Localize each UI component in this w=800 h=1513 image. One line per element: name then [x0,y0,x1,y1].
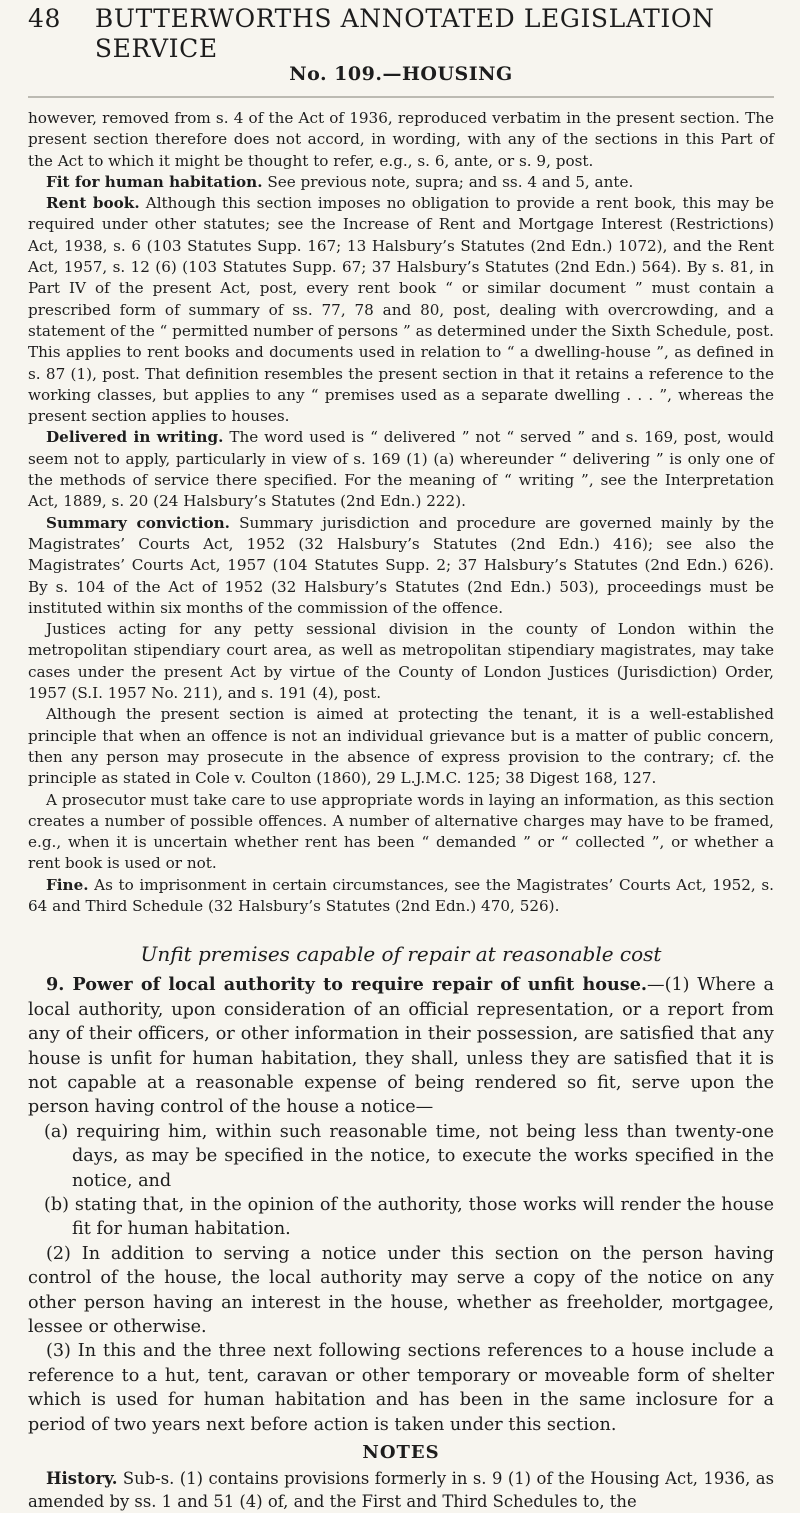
note-heading: Fit for human habitation. [46,172,263,191]
annotations-block [28,108,774,917]
history-note [28,1467,774,1513]
note-rent-book [28,193,774,427]
note-fine [28,875,774,918]
note-heading: Fine. [46,875,89,894]
note-heading: Summary conviction. [46,513,230,532]
history-paragraph [28,1467,774,1513]
note-delivered-writing [28,427,774,512]
section-intro: —(1) Where a local authority, upon consideration of an official representation, or a report from any of their officers, or other information in their possession, are satisfied that any house is unfit for human habitation, they shall, unless they are satisfied that it is not capable at a reasonable expense of being rendered so fit, serve upon the person having control of the house a notice— [28,975,774,1118]
note-fit-habitation [28,172,774,193]
section-group-heading: Unfit premises capable of repair at reasonable cost [140,942,662,967]
history-heading: History. [46,1469,118,1488]
paragraph-b: (b) stating that, in the opinion of the authority, those works will render the house fit for human habitation. [44,1194,774,1240]
note-text: Summary jurisdiction and procedure are governed mainly by the Magistrates’ Courts Act, 1952 (32 Halsbury’s Statutes (2nd Edn.) 416); see also the Magistrates’ Courts Act, 1957 (104 Statutes Supp. 2; 37 Halsbury’s Statutes (2nd Edn.) 626). By s. 104 of the Act of 1952 (32 Halsbury’s Statutes (2nd Edn.) 503), proceedings must be instituted within six months of the commission of the offence. [28,513,774,617]
note-heading: Delivered in writing. [46,428,224,447]
note-prosecution: Although the present section is aimed at protecting the tenant, it is a well-established principle that when an offence is not an individual grievance but is a matter of public concern, then any person may prosecute in the absence of express provision to the contrary; cf. the principle as stated in Cole v. Coulton (1860), 29 L.J.M.C. 125; 38 Digest 168, 127. [28,705,774,788]
section-title: 9. Power of local authority to require repair of unfit house. [46,974,648,996]
running-title: BUTTERWORTHS ANNOTATED LEGISLATION SERVICE [94,4,715,63]
section-9-body [28,973,774,1437]
act-subtitle: No. 109.—HOUSING [289,63,513,85]
note-text: See previous note, supra; and ss. 4 and 5, ante. [267,172,634,191]
history-text: Sub-s. (1) contains provisions formerly in s. 9 (1) of the Housing Act, 1936, as amended by ss. 1 and 51 (4) of, and the First and Third Schedules to, the [28,1469,774,1511]
note-heading: Rent book. [46,194,140,213]
note-text: Although this section imposes no obligation to provide a rent book, this may be required under other statutes; see the Increase of Rent and Mortgage Interest (Restrictions) Act, 1938, s. 6 (103 Statutes Supp. 167; 13 Halsbury’s Statutes (2nd Edn.) 1072), and the Rent Act, 1957, s. 12 (6) (103 Statutes Supp. 67; 37 Halsbury’s Statutes (2nd Edn.) 564). By s. 81, in Part IV of the present Act, post, every rent book “ or similar document ” must contain a prescribed form of summary of ss. 77, 78 and 80, post, dealing with overcrowding, and a statement of the “ permitted number of persons ” as determined under the Sixth Schedule, post. This applies to rent books and documents used in relation to “ a dwelling-house ”, as defined in s. 87 (1), post. That definition resembles the present section in that it retains a reference to the working classes, but applies to any “ premises used as a separate dwelling . . . ”, whereas the present section applies to houses. [28,194,774,426]
note-prosecutor: A prosecutor must take care to use appropriate words in laying an information, as this section creates a number of possible offences. A number of alternative charges may have to be framed, e.g., when it is uncertain whether rent has been “ demanded ” or “ collected ”, or whether a rent book is used or not. [28,790,774,873]
note-text: As to imprisonment in certain circumstances, see the Magistrates’ Courts Act, 1952, s. 64 and Third Schedule (32 Halsbury’s Statutes (2nd Edn.) 470, 526). [28,875,775,915]
page-number: 48 [28,4,62,33]
note-justices: Justices acting for any petty sessional division in the county of London within the metropolitan stipendiary court area, as well as metropolitan stipendiary magistrates, may take cases under the present Act by virtue of the County of London Justices (Jurisdiction) Order, 1957 (S.I. 1957 No. 211), and s. 191 (4), post. [28,620,774,703]
section-9-subsection-2: (2) In addition to serving a notice under this section on the person having control of the house, the local authority may serve a copy of the notice on any other person having an interest in the house, whether as freeholder, mortgagee, lessee or otherwise. [28,1243,774,1337]
note-continuation: however, removed from s. 4 of the Act of 1936, reproduced verbatim in the present section. The present section therefore does not accord, in wording, with any of the sections in this Part of the Act to which it might be thought to refer, e.g., s. 6, ante, or s. 9, post. [28,109,774,170]
running-head [28,4,774,64]
section-9-subsection-1 [28,973,774,1119]
header-rule [28,96,774,98]
note-summary-conviction [28,513,774,619]
section-9-subsection-3: (3) In this and the three next following sections references to a house include a reference to a hut, tent, caravan or other temporary or moveable form of shelter which is used for human habitation and has been in the same inclosure for a period of two years next before action is taken under this section. [28,1341,774,1435]
note-text: The word used is “ delivered ” not “ served ” and s. 169, post, would seem not to apply, particularly in view of s. 169 (1) (a) whereunder “ delivering ” is only one of the methods of service there specified. For the meaning of “ writing ”, see the Interpretation Act, 1889, s. 20 (24 Halsbury’s Statutes (2nd Edn.) 222). [28,428,774,511]
paragraph-a: (a) requiring him, within such reasonable time, not being less than twenty-one days, as may be specified in the notice, to execute the works specified in the notice, and [44,1121,774,1191]
notes-heading: NOTES [362,1442,440,1463]
